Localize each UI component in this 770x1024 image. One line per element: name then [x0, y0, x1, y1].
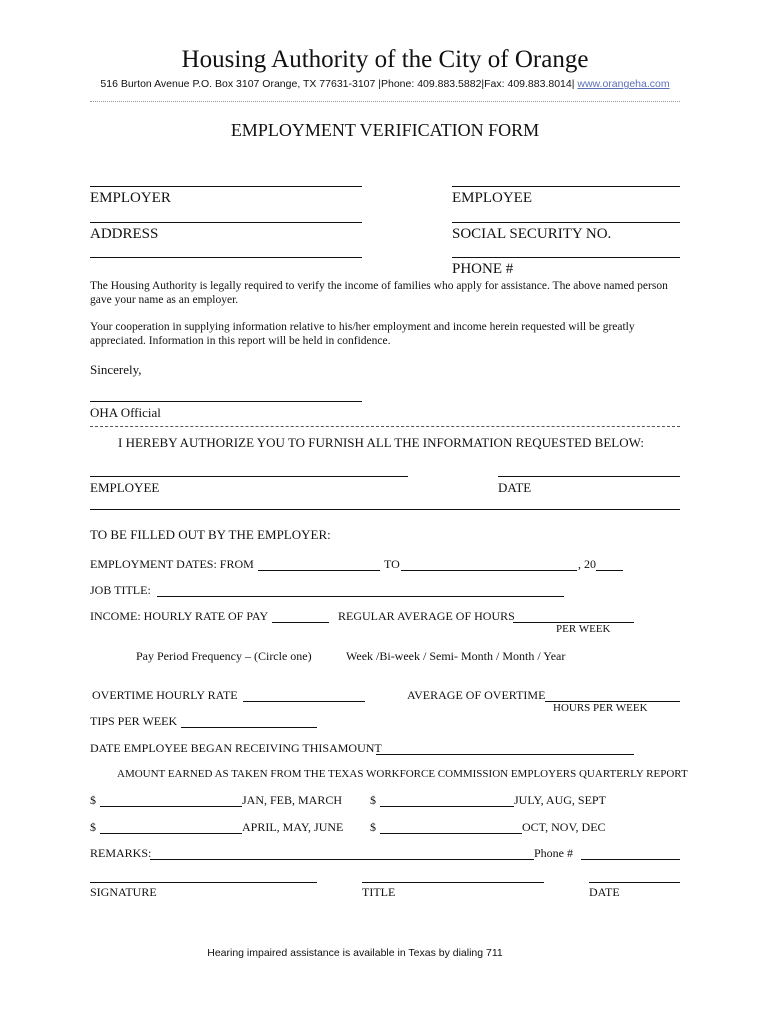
job-title-line[interactable] — [157, 596, 564, 597]
address-line-1[interactable] — [90, 222, 362, 223]
overtime-rate-label: OVERTIME HOURLY RATE — [92, 688, 238, 702]
employee-label: EMPLOYEE — [452, 190, 532, 206]
q2-label: APRIL, MAY, JUNE — [242, 820, 344, 834]
auth-employee-line[interactable] — [90, 476, 408, 477]
employer-line[interactable] — [90, 186, 362, 187]
to-date-line[interactable] — [401, 570, 577, 571]
section-divider — [90, 426, 680, 427]
intro-paragraph-1: The Housing Authority is legally required to verify the income of families who apply for assistance. The above named person gave your name as an employer. — [90, 280, 668, 306]
employer-phone-label: Phone # — [534, 846, 573, 860]
tips-label: TIPS PER WEEK — [90, 714, 178, 728]
auth-date-line[interactable] — [498, 476, 680, 477]
employer-phone-line[interactable] — [581, 859, 680, 860]
q3-label: JULY, AUG, SEPT — [514, 793, 606, 807]
per-week-label: PER WEEK — [556, 623, 611, 635]
from-date-line[interactable] — [258, 570, 380, 571]
phone-label: PHONE # — [452, 261, 514, 277]
q4-dollar: $ — [370, 820, 376, 834]
remarks-label: REMARKS: — [90, 846, 152, 860]
employer-title-line[interactable] — [362, 882, 544, 883]
year-prefix: , 20 — [578, 557, 596, 571]
q1-label: JAN, FEB, MARCH — [242, 793, 343, 807]
q4-amount-line[interactable] — [380, 833, 522, 834]
twc-note: AMOUNT EARNED AS TAKEN FROM THE TEXAS WORKFORCE COMMISSION EMPLOYERS QUARTERLY REPORT — [117, 768, 688, 780]
ssn-label: SOCIAL SECURITY NO. — [452, 226, 612, 242]
signature-label: SIGNATURE — [90, 885, 157, 899]
employment-dates-label: EMPLOYMENT DATES: FROM — [90, 557, 254, 571]
employer-label: EMPLOYER — [90, 190, 171, 206]
org-address-line — [0, 78, 770, 90]
authorization-statement: I HEREBY AUTHORIZE YOU TO FURNISH ALL THE INFORMATION REQUESTED BELOW: — [118, 435, 645, 450]
hours-per-week-label: HOURS PER WEEK — [553, 702, 648, 714]
tips-line[interactable] — [181, 727, 317, 728]
pay-period-label: Pay Period Frequency – (Circle one) — [136, 649, 312, 663]
q4-label: OCT, NOV, DEC — [522, 820, 606, 834]
ssn-line[interactable] — [452, 222, 680, 223]
auth-divider — [90, 509, 680, 510]
q1-dollar: $ — [90, 793, 96, 807]
form-title: EMPLOYMENT VERIFICATION FORM — [230, 120, 540, 140]
regular-hours-label: REGULAR AVERAGE OF HOURS — [338, 609, 515, 623]
remarks-line[interactable] — [150, 859, 534, 860]
employer-signature-line[interactable] — [90, 882, 317, 883]
began-receiving-line[interactable] — [376, 754, 634, 755]
began-receiving-label: DATE EMPLOYEE BEGAN RECEIVING THISAMOUNT — [90, 741, 382, 755]
hourly-rate-line[interactable] — [272, 622, 329, 623]
q3-amount-line[interactable] — [380, 806, 514, 807]
q1-amount-line[interactable] — [100, 806, 242, 807]
date-label: DATE — [589, 885, 620, 899]
official-signature-line[interactable] — [90, 401, 362, 402]
phone-line[interactable] — [452, 257, 680, 258]
q2-dollar: $ — [90, 820, 96, 834]
auth-date-label: DATE — [498, 480, 532, 495]
employee-line[interactable] — [452, 186, 680, 187]
address-label: ADDRESS — [90, 226, 159, 242]
title-label: TITLE — [362, 885, 396, 899]
income-label: INCOME: HOURLY RATE OF PAY — [90, 609, 269, 623]
header-divider — [90, 101, 680, 102]
footer-note: Hearing impaired assistance is available in Texas by dialing 711 — [207, 947, 503, 959]
intro-paragraph-2: Your cooperation in supplying information relative to his/her employment and income herein requested will be greatly appreciated. Information in this report will be held in confidence. — [90, 321, 635, 347]
overtime-rate-line[interactable] — [243, 701, 365, 702]
address-text: 516 Burton Avenue P.O. Box 3107 Orange, TX 77631-3107 |Phone: 409.883.5882|Fax: 409.883.8014| — [100, 78, 578, 90]
website-link[interactable]: www.orangeha.com — [577, 78, 670, 90]
year-line[interactable] — [596, 570, 623, 571]
address-line-2[interactable] — [90, 257, 362, 258]
official-label: OHA Official — [90, 405, 161, 420]
q3-dollar: $ — [370, 793, 376, 807]
q2-amount-line[interactable] — [100, 833, 242, 834]
job-title-label: JOB TITLE: — [90, 583, 151, 597]
overtime-avg-label: AVERAGE OF OVERTIME — [407, 688, 546, 702]
employer-section-heading: TO BE FILLED OUT BY THE EMPLOYER: — [90, 527, 331, 542]
auth-employee-label: EMPLOYEE — [90, 480, 160, 495]
employer-date-line[interactable] — [589, 882, 680, 883]
to-label: TO — [384, 557, 400, 571]
closing: Sincerely, — [90, 362, 142, 377]
pay-period-options[interactable]: Week /Bi-week / Semi- Month / Month / Year — [346, 649, 566, 663]
org-name: Housing Authority of the City of Orange — [181, 46, 589, 73]
